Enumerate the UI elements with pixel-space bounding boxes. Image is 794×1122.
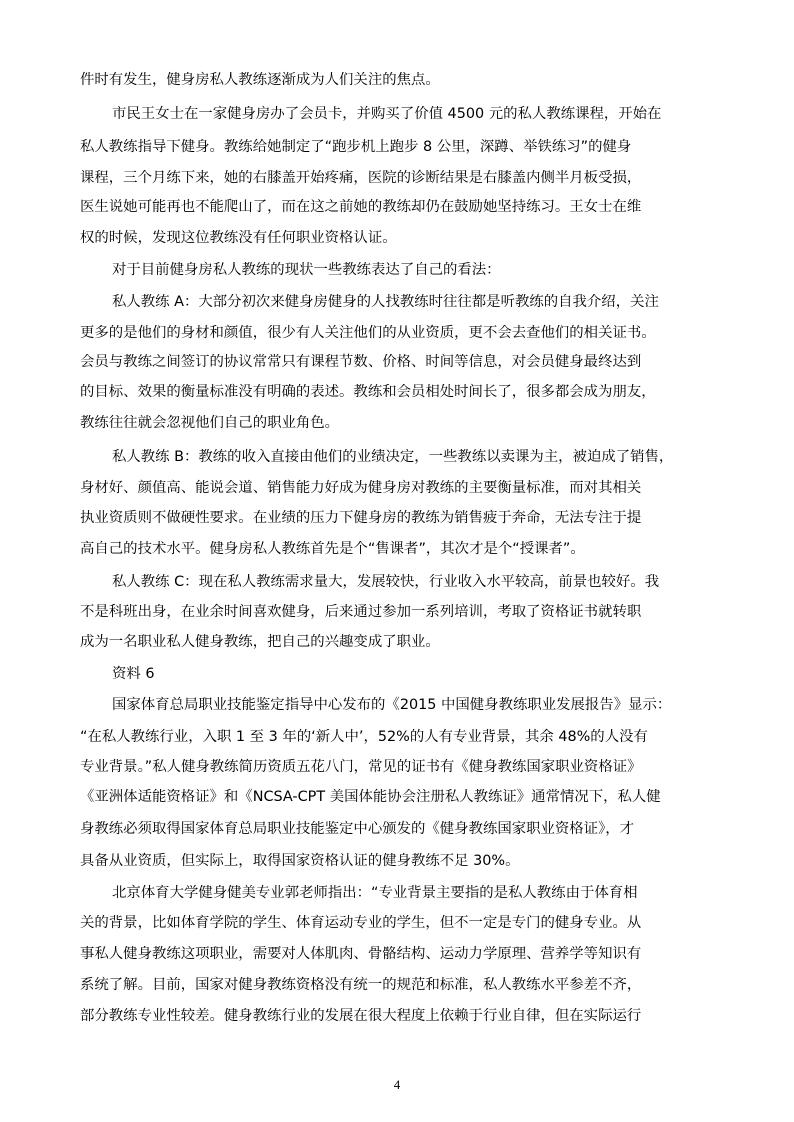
text-line: 不是科班出身，在业余时间喜欢健身，后来通过参加一系列培训，考取了资格证书就转职 bbox=[80, 604, 642, 620]
paragraph-start: 国家体育总局职业技能鉴定指导中心发布的《2015 中国健身教练职业发展报告》显示： bbox=[112, 697, 672, 713]
text-line: 医生说她可能再也不能爬山了，而在这之前她的教练却仍在鼓励她坚持练习。王女士在维 bbox=[80, 199, 642, 215]
paragraph-start: 私人教练 B：教练的收入直接由他们的业绩决定，一些教练以卖课为主，被迫成了销售， bbox=[112, 449, 674, 465]
text-line: 系统了解。目前，国家对健身教练资格没有统一的规范和标准，私人教练水平参差不齐， bbox=[80, 977, 642, 993]
text-line: 身材好、颜值高、能说会道、销售能力好成为健身房对教练的主要衡量标准，而对其相关 bbox=[80, 480, 642, 496]
text-line: 私人教练指导下健身。教练给她制定了“跑步机上跑步 8 公里，深蹲、举铁练习”的健身 bbox=[80, 139, 632, 155]
text-line: 高自己的技术水平。健身房私人教练首先是个“售课者”，其次才是个“授课者”。 bbox=[80, 541, 585, 557]
page-number: 4 bbox=[393, 1077, 401, 1092]
section-heading: 资料 6 bbox=[112, 666, 155, 682]
paragraph-start: 对于目前健身房私人教练的现状一些教练表达了自己的看法： bbox=[112, 262, 501, 278]
text-line: 《亚洲体适能资格证》和《NCSA-CPT 美国体能协会注册私人教练证》通常情况下，私人健 bbox=[80, 789, 661, 805]
text-line: 具备从业资质，但实际上，取得国家资格认证的健身教练不足 30%。 bbox=[80, 853, 520, 869]
text-line: 关的背景，比如体育学院的学生、体育运动专业的学生，但不一定是专门的健身专业。从 bbox=[80, 915, 642, 931]
text-line: 部分教练专业性较差。健身教练行业的发展在很大程度上依赖于行业自律，但在实际运行 bbox=[80, 1008, 642, 1024]
text-line: 权的时候，发现这位教练没有任何职业资格认证。 bbox=[80, 230, 397, 246]
text-line: 的目标、效果的衡量标准没有明确的表述。教练和会员相处时间长了，很多都会成为朋友， bbox=[80, 384, 656, 400]
text-line: 成为一名职业私人健身教练，把自己的兴趣变成了职业。 bbox=[80, 634, 440, 650]
paragraph-start: 私人教练 A：大部分初次来健身房健身的人找教练时往往都是听教练的自我介绍，关注 bbox=[112, 294, 659, 310]
text-line: 身教练必须取得国家体育总局职业技能鉴定中心颁发的《健身教练国家职业资格证》，才 bbox=[80, 821, 635, 837]
text-line: 更多的是他们的身材和颜值，很少有人关注他们的从业资质，更不会去查他们的相关证书。 bbox=[80, 325, 656, 341]
text-line: 会员与教练之间签订的协议常常只有课程节数、价格、时间等信息，对会员健身最终达到 bbox=[80, 354, 642, 370]
text-line: “在私人教练行业，入职 1 至 3 年的‘新人中’，52%的人有专业背景，其余 48%的人没有 bbox=[80, 729, 648, 745]
text-line: 教练往往就会忽视他们自己的职业角色。 bbox=[80, 415, 340, 431]
text-line: 专业背景。”私人健身教练简历资质五花八门，常见的证书有《健身教练国家职业资格证》 bbox=[80, 759, 642, 775]
paragraph-start: 私人教练 C：现在私人教练需求量大，发展较快，行业收入水平较高，前景也较好。我 bbox=[112, 574, 660, 590]
text-line: 事私人健身教练这项职业，需要对人体肌肉、骨骼结构、运动力学原理、营养学等知识有 bbox=[80, 946, 642, 962]
text-line: 件时有发生，健身房私人教练逐渐成为人们关注的焦点。 bbox=[80, 72, 440, 88]
text-line: 课程，三个月练下来，她的右膝盖开始疼痛，医院的诊断结果是右膝盖内侧半月板受损， bbox=[80, 170, 642, 186]
text-line: 执业资质则不做硬性要求。在业绩的压力下健身房的教练为销售疲于奔命，无法专注于提 bbox=[80, 510, 642, 526]
paragraph-start: 市民王女士在一家健身房办了会员卡，并购买了价值 4500 元的私人教练课程，开始在 bbox=[112, 106, 662, 122]
paragraph-start: 北京体育大学健身健美专业郭老师指出：“专业背景主要指的是私人教练由于体育相 bbox=[112, 885, 638, 901]
